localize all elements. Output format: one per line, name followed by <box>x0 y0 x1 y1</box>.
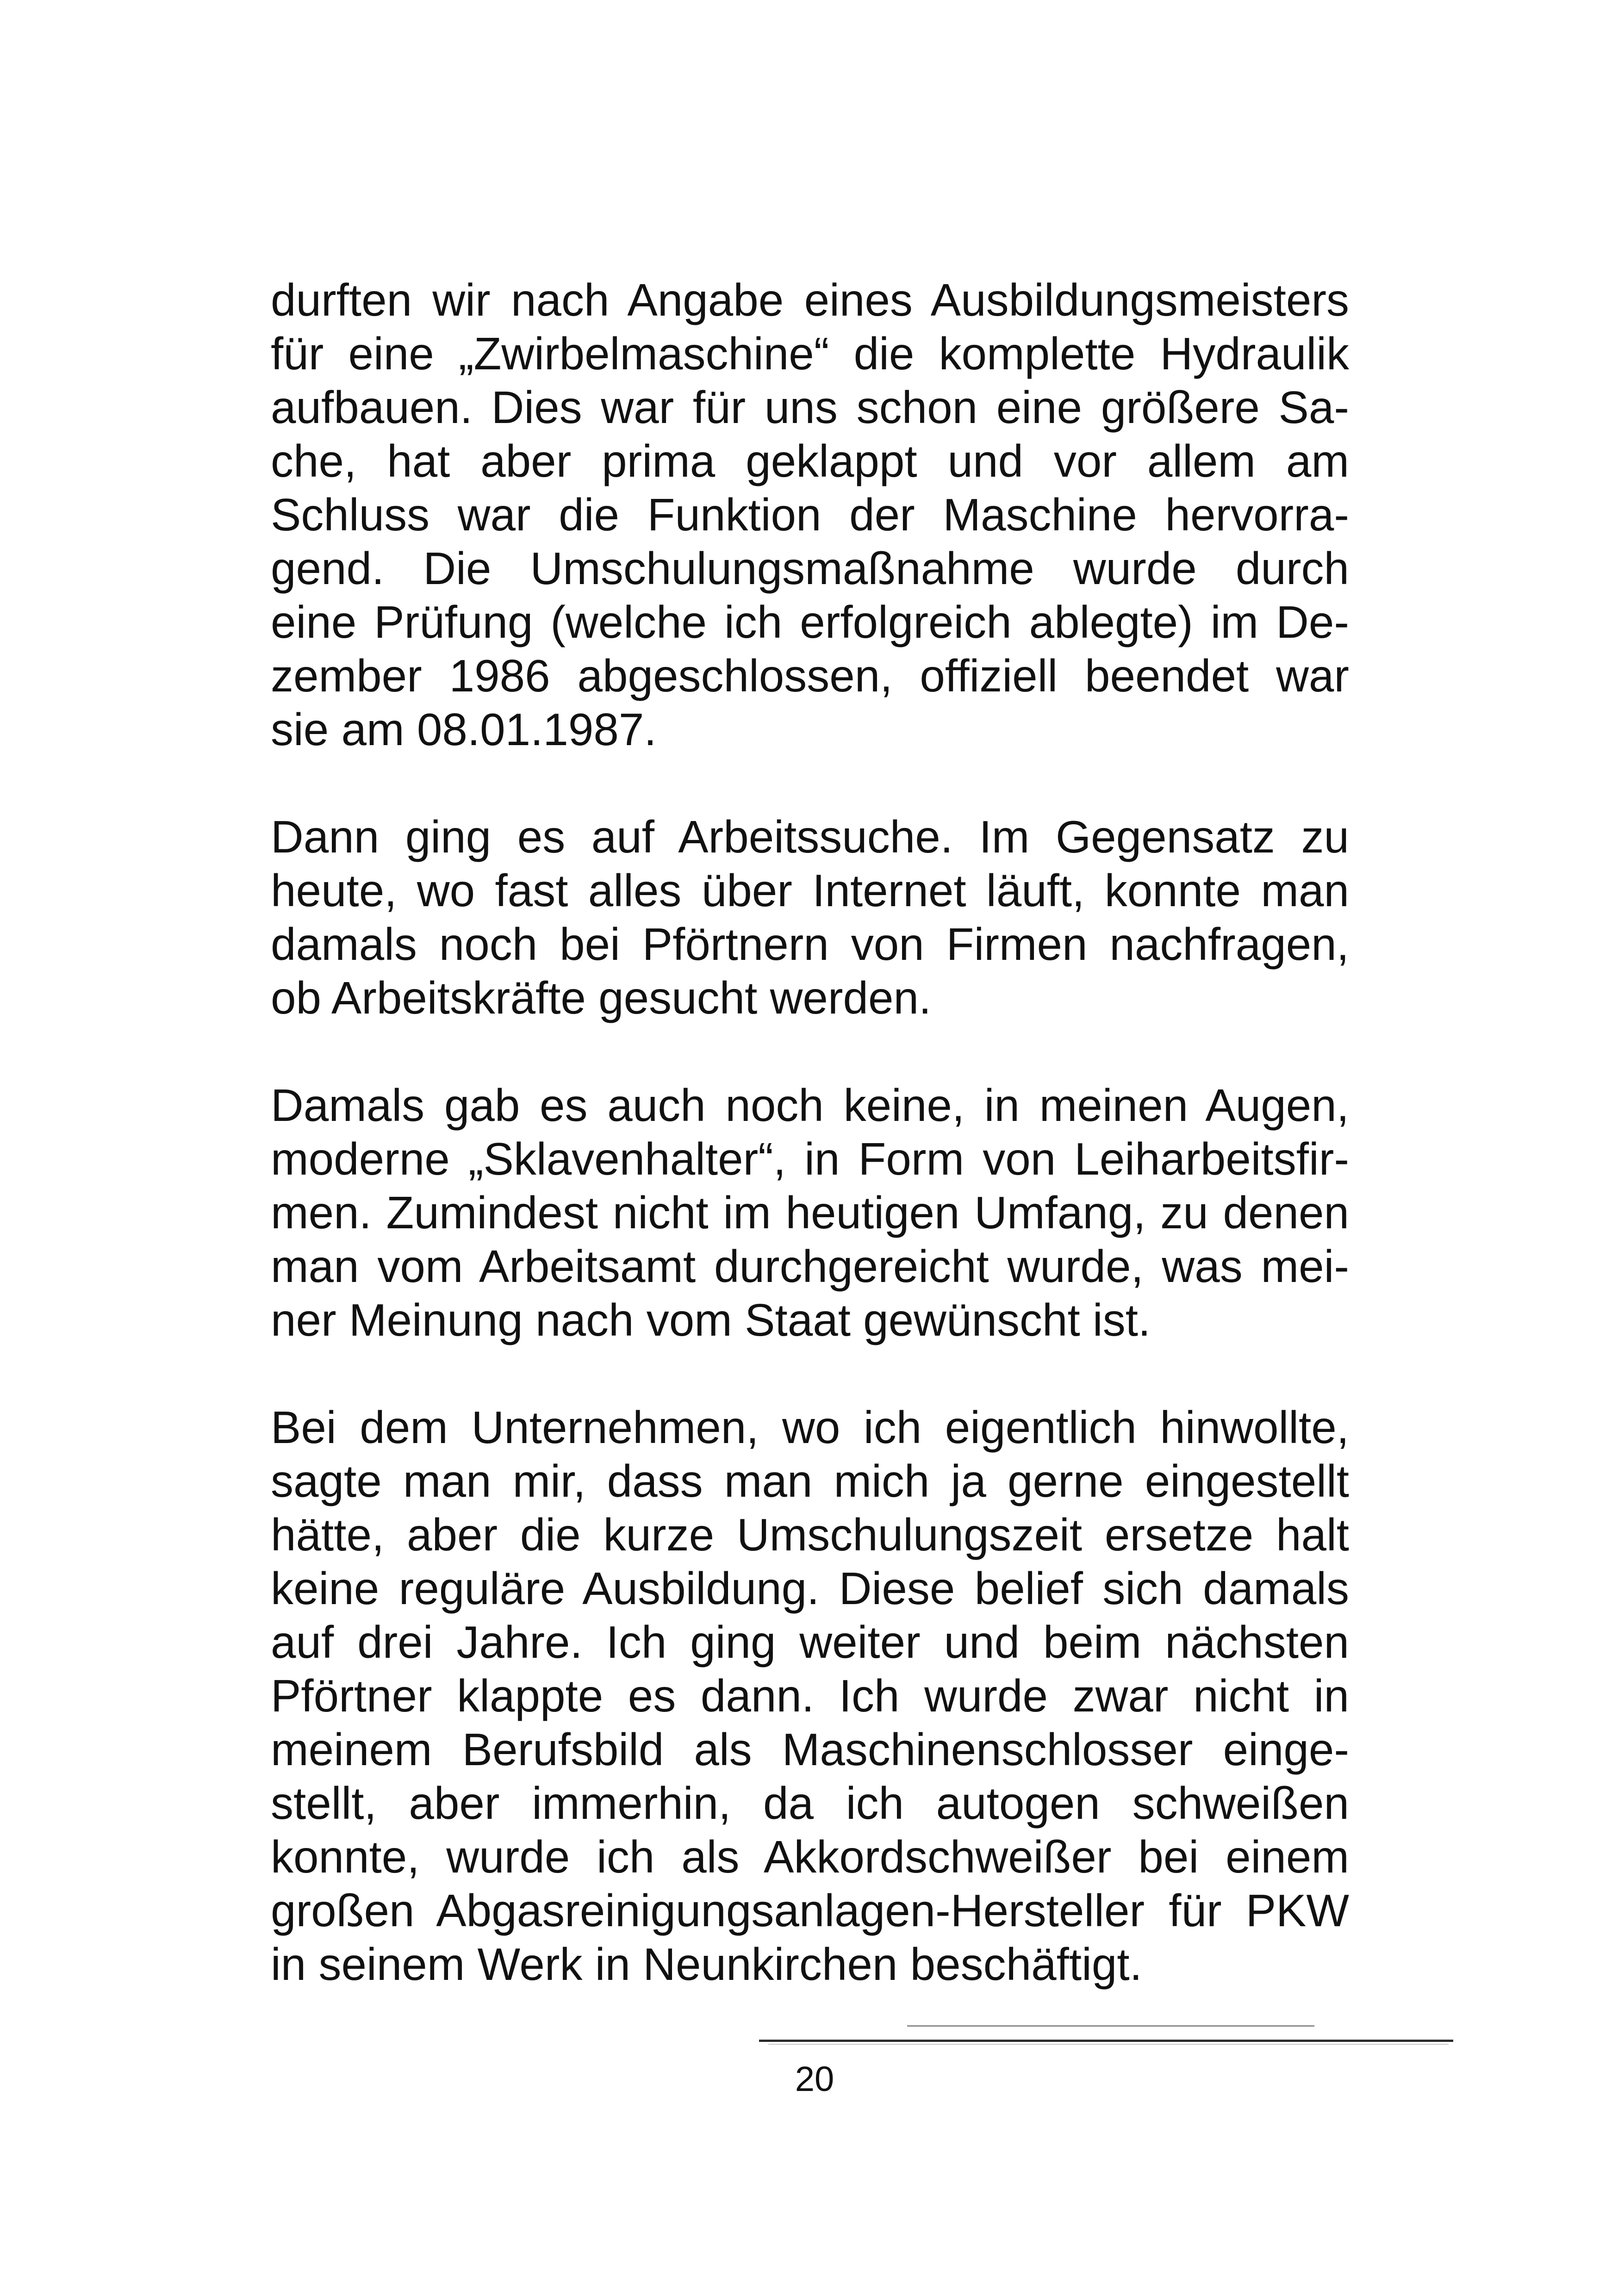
text-line: sagte man mir, dass man mich ja gerne eingestellt <box>271 1456 1349 1506</box>
text-line: damals noch bei Pförtnern von Firmen nachfragen, <box>271 919 1349 970</box>
text-line: eine Prüfung (welche ich erfolgreich ablegte) im De- <box>271 597 1349 647</box>
text-line: großen Abgasreinigungsanlagen-Hersteller für PKW <box>271 1885 1349 1936</box>
text-line: auf drei Jahre. Ich ging weiter und beim nächsten <box>271 1617 1349 1668</box>
text-line: Schluss war die Funktion der Maschine hervorra- <box>271 489 1349 540</box>
page-number: 20 <box>795 2060 834 2099</box>
text-line: Bei dem Unternehmen, wo ich eigentlich hinwollte, <box>271 1402 1349 1453</box>
text-line: stellt, aber immerhin, da ich autogen schweißen <box>271 1778 1349 1829</box>
text-line: zember 1986 abgeschlossen, offiziell beendet war <box>271 650 1349 701</box>
paragraph <box>271 810 1349 1025</box>
body-text <box>271 273 1349 2045</box>
text-line: hätte, aber die kurze Umschulungszeit ersetze halt <box>271 1509 1349 1560</box>
text-line: in seinem Werk in Neunkirchen beschäftigt. <box>271 1939 1142 1990</box>
text-line: man vom Arbeitsamt durchgereicht wurde, was mei- <box>271 1241 1349 1292</box>
text-line: moderne „Sklavenhalter“, in Form von Leiharbeitsfir- <box>271 1133 1349 1184</box>
text-line: keine reguläre Ausbildung. Diese belief sich damals <box>271 1563 1349 1614</box>
text-line: ner Meinung nach vom Staat gewünscht ist. <box>271 1294 1151 1345</box>
text-line: für eine „Zwirbelmaschine“ die komplette Hydraulik <box>271 328 1349 379</box>
footer-rule-shadow <box>768 2044 1449 2045</box>
text-line: ob Arbeitskräfte gesucht werden. <box>271 972 932 1023</box>
text-line: Pförtner klappte es dann. Ich wurde zwar nicht in <box>271 1670 1349 1721</box>
text-line: sie am 08.01.1987. <box>271 704 657 755</box>
footer-rule-main <box>759 2040 1453 2042</box>
text-line: durften wir nach Angabe eines Ausbildungsmeisters <box>271 274 1349 325</box>
text-line: gend. Die Umschulungsmaßnahme wurde durch <box>271 543 1349 594</box>
text-line: heute, wo fast alles über Internet läuft, konnte man <box>271 865 1349 916</box>
paragraph <box>271 1078 1349 1347</box>
text-line: Damals gab es auch noch keine, in meinen Augen, <box>271 1080 1349 1131</box>
paragraph <box>271 1400 1349 1991</box>
text-line: che, hat aber prima geklappt und vor allem am <box>271 436 1349 486</box>
text-line: men. Zumindest nicht im heutigen Umfang, zu denen <box>271 1187 1349 1238</box>
text-line: aufbauen. Dies war für uns schon eine größere Sa- <box>271 382 1349 433</box>
text-line: konnte, wurde ich als Akkordschweißer bei einem <box>271 1831 1349 1882</box>
paragraph <box>271 273 1349 756</box>
footer-rule-top <box>907 2025 1314 2027</box>
text-line: Dann ging es auf Arbeitssuche. Im Gegensatz zu <box>271 811 1349 862</box>
text-line: meinem Berufsbild als Maschinenschlosser einge- <box>271 1724 1349 1775</box>
